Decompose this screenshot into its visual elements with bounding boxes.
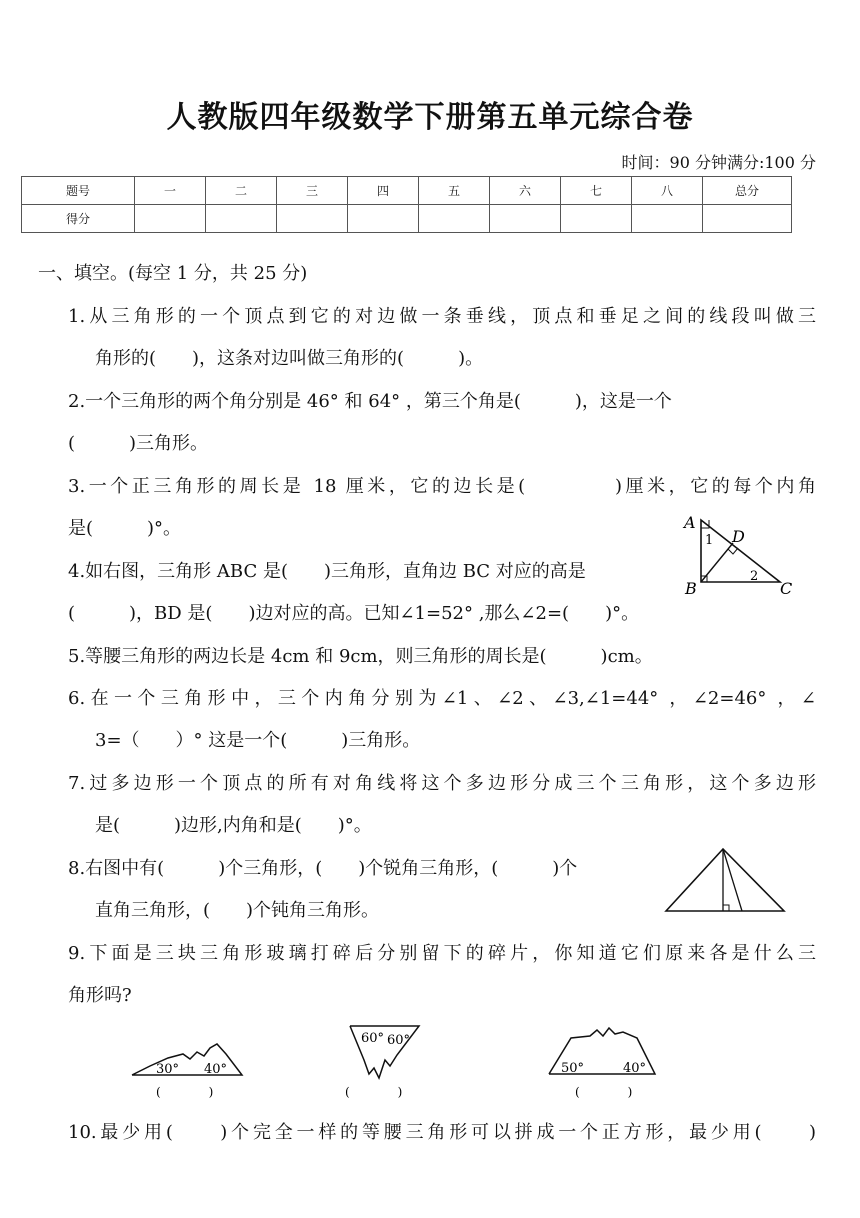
fragment-3-angle-left: 50° [561,1061,585,1076]
triangles-count-figure [662,846,788,916]
question-8-line-2: 直角三角形，( )个钝角三角形。 [95,900,380,921]
score-header-cell: 题号 [22,177,135,205]
glass-fragment-2 [345,1022,425,1102]
score-row-label: 得分 [22,205,135,233]
question-4-line-2: ( )，BD 是( )边对应的高。已知∠1=52° ,那么∠2=( )°。 [68,603,640,624]
question-1-line-2: 角形的( )，这条对边叫做三角形的( )。 [95,348,484,369]
question-5-line-1: 5.等腰三角形的两边长是 4cm 和 9cm，则三角形的周长是( )cm。 [68,646,653,667]
score-header-cell: 三 [277,177,348,205]
question-10-line-1: 10.最少用( )个完全一样的等腰三角形可以拼成一个正方形，最少用( ) [68,1122,816,1143]
question-4-line-1: 4.如右图，三角形 ABC 是( )三角形，直角边 BC 对应的高是 [68,561,586,582]
score-header-cell: 七 [561,177,632,205]
question-6-line-2: 3=（ ）° 这是一个( )三角形。 [95,730,421,751]
fragment-1-answer-blank[interactable]: ( ) [156,1085,214,1099]
fragment-1-angle-right: 40° [204,1062,228,1077]
label-d: D [732,527,745,546]
score-table [21,176,792,233]
score-table-score-row [22,205,792,233]
angle-1-label: 1 [705,533,714,548]
label-b: B [685,579,697,598]
score-header-cell: 六 [490,177,561,205]
fragment-2-answer-blank[interactable]: ( ) [345,1085,403,1099]
question-7-line-1: 7.过多边形一个顶点的所有对角线将这个多边形分成三个三角形，这个多边形 [68,773,816,794]
question-9-line-1: 9.下面是三块三角形玻璃打碎后分别留下的碎片，你知道它们原来各是什么三 [68,943,816,964]
fragment-3-answer-blank[interactable]: ( ) [575,1085,633,1099]
question-6-line-1: 6.在一个三角形中，三个内角分别为∠1、∠2、∠3,∠1=44° ，∠2=46° ，∠ [68,688,816,709]
fragment-1-angle-left: 30° [156,1062,180,1077]
score-header-cell: 八 [632,177,703,205]
score-input-cell[interactable] [348,205,419,233]
question-2-line-2: ( )三角形。 [68,433,209,454]
glass-fragment-1 [126,1040,251,1102]
score-header-cell: 一 [135,177,206,205]
score-header-cell: 二 [206,177,277,205]
question-7-line-2: 是( )边形,内角和是( )°。 [95,815,372,836]
question-3-line-1: 3.一个正三角形的周长是 18 厘米，它的边长是( )厘米，它的每个内角 [68,476,816,497]
label-c: C [780,579,793,598]
question-1-line-1: 1.从三角形的一个顶点到它的对边做一条垂线，顶点和垂足之间的线段叫做三 [68,306,816,327]
triangle-abc-figure [676,510,796,600]
question-3-line-2: 是( )°。 [68,518,182,539]
exam-time-score: 时间：90 分钟满分:100 分 [621,153,816,172]
angle-2-label: 2 [750,569,759,584]
score-input-cell[interactable] [703,205,792,233]
score-header-cell: 总分 [703,177,792,205]
score-input-cell[interactable] [135,205,206,233]
glass-fragment-3 [545,1026,670,1101]
question-9-line-2: 角形吗? [68,985,132,1006]
score-table-header-row [22,177,792,205]
section-heading: 一、填空。(每空 1 分，共 25 分) [38,263,308,284]
label-a: A [684,513,696,532]
fragment-3-angle-right: 40° [623,1061,647,1076]
score-input-cell[interactable] [277,205,348,233]
page-title: 人教版四年级数学下册第五单元综合卷 [166,100,694,135]
fragment-2-angle-left: 60° [361,1031,385,1046]
score-input-cell[interactable] [206,205,277,233]
score-header-cell: 四 [348,177,419,205]
score-header-cell: 五 [419,177,490,205]
score-input-cell[interactable] [632,205,703,233]
score-input-cell[interactable] [490,205,561,233]
question-8-line-1: 8.右图中有( )个三角形，( )个锐角三角形，( )个 [68,858,578,879]
score-input-cell[interactable] [561,205,632,233]
fragment-2-angle-right: 60° [387,1033,411,1048]
question-2-line-1: 2.一个三角形的两个角分别是 46° 和 64° ，第三个角是( )，这是一个 [68,391,672,412]
score-input-cell[interactable] [419,205,490,233]
